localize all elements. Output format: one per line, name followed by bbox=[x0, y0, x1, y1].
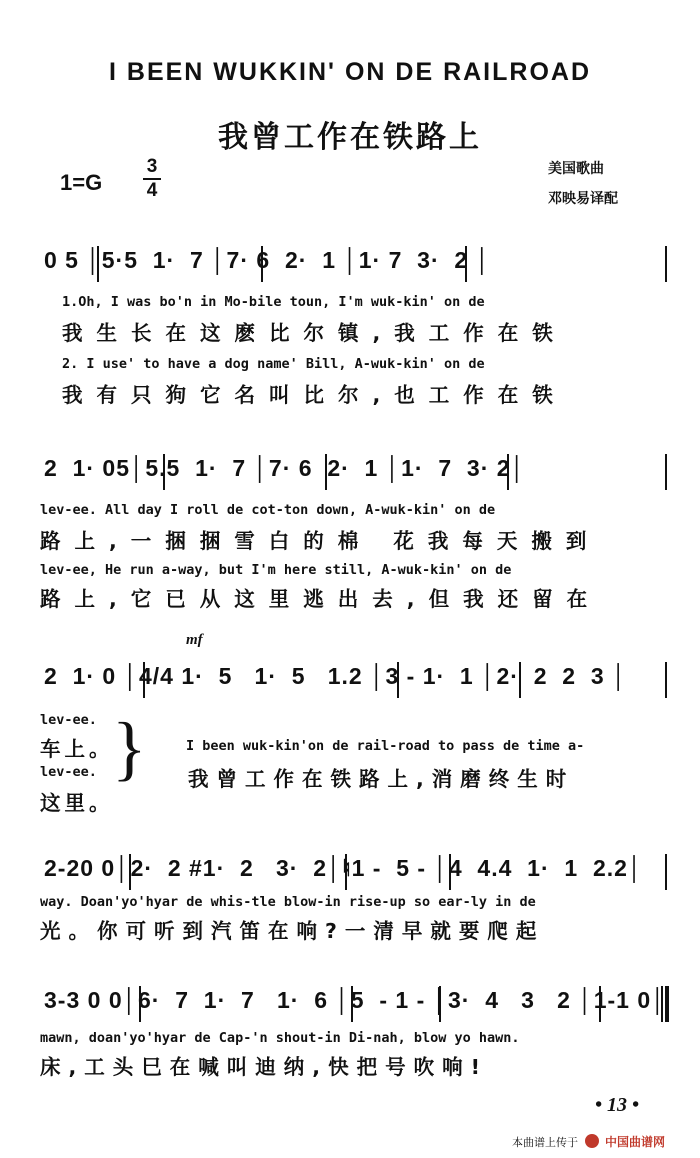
song-title-chinese: 我曾工作在铁路上 bbox=[218, 120, 482, 155]
refrain-english-3: I been wuk-kin'on de rail-road to pass de time a- bbox=[186, 738, 585, 754]
notation-row-3 bbox=[40, 660, 670, 700]
key-signature: 1=G bbox=[60, 170, 103, 195]
song-title-english: I BEEN WUKKIN' ON DE RAILROAD bbox=[109, 58, 591, 86]
dynamic-marking: mf bbox=[186, 632, 203, 648]
song-origin: 美国歌曲 bbox=[548, 161, 604, 177]
lyric-verse2-english-2: lev-ee, He run a-way, but I'm here still, A-wuk-kin' on de bbox=[40, 562, 512, 578]
verse-brace: } bbox=[112, 708, 147, 788]
lyric-verse2-english-3: lev-ee. bbox=[40, 764, 97, 780]
lyric-verse2-chinese-3: 这里。 bbox=[40, 791, 114, 815]
lyric-english-4: way. Doan'yo'hyar de whis-tle blow-in rise-up so ear-ly in de bbox=[40, 894, 536, 910]
lyric-chinese-4: 光。你可听到汽笛在响?一清早就要爬起 bbox=[40, 919, 545, 943]
time-signature-bottom: 4 bbox=[146, 180, 158, 201]
refrain-chinese-3: 我曾工作在铁路上,消磨终生时 bbox=[188, 767, 575, 791]
notes-2: 2 1· 05│5.5 1· 7 │7· 6 2· 1 │1· 7 3· 2│ bbox=[44, 455, 526, 481]
lyric-verse1-chinese-1: 我生长在这麽比尔镇,我工作在铁 bbox=[62, 321, 567, 345]
notation-row-4 bbox=[40, 852, 670, 892]
footer-upload-note: 本曲谱上传于 bbox=[512, 1136, 578, 1149]
page-number: • 13 • bbox=[595, 1094, 640, 1116]
lyric-verse1-chinese-3: 车上。 bbox=[40, 737, 114, 761]
notes-5: 3-3 0 0│6· 7 1· 7 1· 6 │5 - 1 - │3· 4 3 2 │1-1 0│ bbox=[44, 987, 667, 1013]
translator-credit: 邓映易译配 bbox=[548, 191, 618, 207]
lyric-verse2-chinese-1: 我有只狗它名叫比尔,也工作在铁 bbox=[62, 383, 567, 407]
notation-row-2 bbox=[40, 452, 670, 492]
site-logo-icon bbox=[585, 1134, 599, 1148]
lyric-verse1-chinese-2: 路上,一捆捆雪白的棉 花我每天搬到 bbox=[40, 529, 601, 553]
notes-1: 0 5 │5·5 1· 7 │7· 6 2· 1 │1· 7 3· 2 │ bbox=[44, 247, 491, 273]
lyric-english-5: mawn, doan'yo'hyar de Cap-'n shout-in Di-nah, blow yo hawn. bbox=[40, 1030, 520, 1046]
notes-4: 2-20 0│2· 2 #1· 2 3· 2│♮1 - 5 - │4 4.4 1· 1 2.2│ bbox=[44, 855, 644, 881]
notes-3: 2 1· 0 │4/4 1· 5 1· 5 1.2 │3 - 1· 1 │2· 2 2 3 │ bbox=[44, 663, 628, 689]
lyric-verse1-english-1: 1.Oh, I was bo'n in Mo-bile toun, I'm wuk-kin' on de bbox=[62, 294, 485, 310]
lyric-verse1-english-2: lev-ee. All day I roll de cot-ton down, A-wuk-kin' on de bbox=[40, 502, 496, 518]
notation-row-1 bbox=[40, 244, 670, 284]
lyric-verse2-chinese-2: 路上,它已从这里逃出去,但我还留在 bbox=[40, 587, 602, 611]
time-signature bbox=[141, 156, 163, 202]
notation-row-5 bbox=[40, 984, 670, 1024]
footer-source bbox=[512, 1133, 665, 1150]
lyric-verse2-english-1: 2. I use' to have a dog name' Bill, A-wuk-kin' on de bbox=[62, 356, 485, 372]
lyric-chinese-5: 床,工头巳在喊叫迪纳,快把号吹响! bbox=[40, 1055, 488, 1079]
footer-site-name: 中国曲谱网 bbox=[605, 1135, 666, 1149]
time-signature-top: 3 bbox=[146, 156, 158, 177]
lyric-verse1-english-3: lev-ee. bbox=[40, 712, 97, 728]
